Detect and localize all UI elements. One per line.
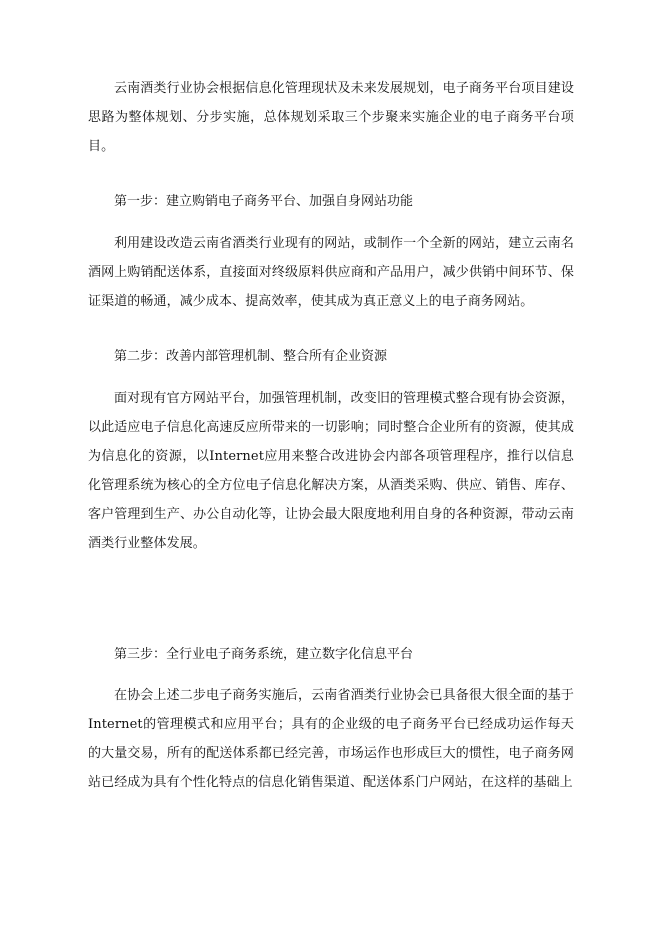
step3-heading: 第三步：全行业电子商务系统，建立数字化信息平台 xyxy=(114,647,414,662)
intro-paragraph: 云南酒类行业协会根据信息化管理现状及未来发展规划，电子商务平台项目建设思路为整体规划、分步实施，总体规划采取三个步聚来实施企业的电子商务平台项目。 xyxy=(88,81,574,154)
step1-heading: 第一步：建立购销电子商务平台、加强自身网站功能 xyxy=(114,194,414,209)
step3-paragraph: 在协会上述二步电子商务实施后，云南省酒类行业协会已具备很大很全面的基于Internet的管理模式和应用平台；具有的企业级的电子商务平台已经成功运作每天的大量交易，所有的配送体系都已经完善，市场运作也形成巨大的惯性，电子商务网站已经成为具有个性化特点的信息化销售渠道、配送体系门户网站，在这样的基础上 xyxy=(88,688,574,790)
step2-heading: 第二步：改善内部管理机制、整合所有企业资源 xyxy=(114,349,388,364)
step2-paragraph: 面对现有官方网站平台，加强管理机制，改变旧的管理模式整合现有协会资源，以此适应电子信息化高速反应所带来的一切影响；同时整合企业所有的资源，使其成为信息化的资源，以Internet应用来整合改进协会内部各项管理程序，推行以信息化管理系统为核心的全方位电子信息化解决方案，从酒类采购、供应、销售、库存、客户管理到生产、办公自动化等，让协会最大限度地利用自身的各种资源，带动云南酒类行业整体发展。 xyxy=(88,391,574,551)
step1-paragraph: 利用建设改造云南省酒类行业现有的网站，或制作一个全新的网站，建立云南名酒网上购销配送体系，直接面对终级原料供应商和产品用户，减少供销中间环节、保证渠道的畅通，减少成本、提高效率，使其成为真正意义上的电子商务网站。 xyxy=(88,236,574,309)
